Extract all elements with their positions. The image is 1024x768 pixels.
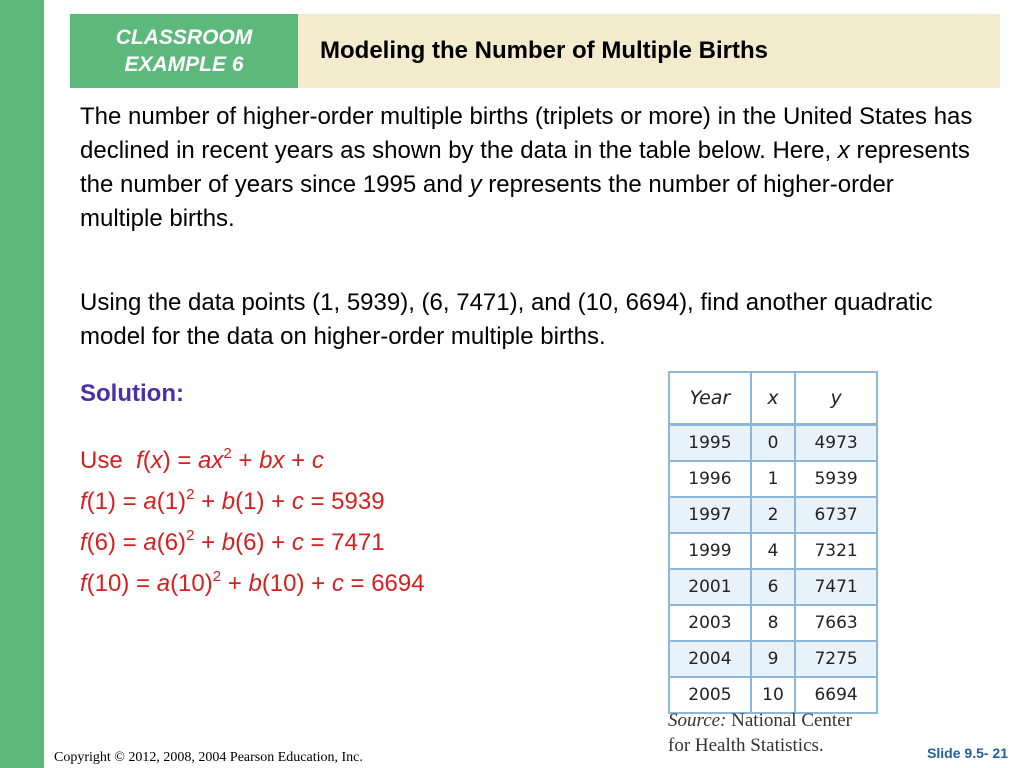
- eq-plus: +: [284, 447, 312, 474]
- cell-y: 4973: [795, 425, 877, 462]
- slide-number: Slide 9.5- 21: [927, 745, 1008, 761]
- eq-c: c: [311, 447, 324, 474]
- eq-arg: (1) +: [235, 488, 292, 515]
- eq-f: f: [80, 570, 87, 597]
- copyright-footer: Copyright © 2012, 2008, 2004 Pearson Education, Inc.: [54, 750, 363, 765]
- eq-arg: (6) +: [235, 529, 292, 556]
- intro-text-1: The number of higher-order multiple births (triplets or more) in the United States has declined in recent years as shown by the data in the table below. Here,: [80, 103, 973, 164]
- eq-arg: (6) =: [86, 529, 144, 556]
- eq-arg: (10) =: [86, 570, 157, 597]
- eq-x: x: [211, 447, 224, 474]
- eq-f: f: [80, 529, 87, 556]
- intro-var-x: x: [837, 137, 850, 164]
- cell-y: 7663: [795, 605, 877, 641]
- births-data-table: [668, 371, 878, 714]
- intro-text-2: represents the number of years since 1995 and: [80, 137, 970, 198]
- table-row: [669, 533, 877, 569]
- table-row: [669, 425, 877, 462]
- eq-c: c: [291, 488, 304, 515]
- cell-y: 7275: [795, 641, 877, 677]
- cell-year: 1996: [669, 461, 751, 497]
- equation-1: [80, 486, 385, 516]
- eq-c: c: [331, 570, 344, 597]
- eq-exponent: 2: [223, 445, 232, 462]
- table-header-row: [669, 372, 877, 425]
- use-word: Use: [80, 447, 123, 474]
- table-row: [669, 605, 877, 641]
- eq-exponent: 2: [186, 527, 195, 544]
- header-x: x: [751, 372, 795, 425]
- cell-year: 2005: [669, 677, 751, 713]
- eq-rhs: = 6694: [343, 570, 425, 597]
- cell-x: 0: [751, 425, 795, 462]
- badge-line-1: CLASSROOM: [115, 26, 253, 49]
- eq-x: x: [150, 447, 163, 474]
- eq-b: b: [248, 570, 262, 597]
- cell-x: 2: [751, 497, 795, 533]
- eq-a: a: [156, 570, 171, 597]
- cell-year: 2001: [669, 569, 751, 605]
- equation-3: [80, 568, 425, 598]
- eq-b: b: [221, 488, 236, 515]
- table-row: [669, 497, 877, 533]
- cell-x: 1: [751, 461, 795, 497]
- intro-paragraph: [80, 100, 980, 236]
- classroom-example-badge: [70, 14, 298, 88]
- eq-a: a: [143, 488, 157, 515]
- table-row: [669, 461, 877, 497]
- cell-y: 6694: [795, 677, 877, 713]
- eq-arg: (10): [170, 570, 213, 597]
- eq-plus: +: [194, 529, 222, 556]
- eq-plus: +: [194, 488, 222, 515]
- cell-year: 1999: [669, 533, 751, 569]
- cell-y: 6737: [795, 497, 877, 533]
- slide-title: Modeling the Number of Multiple Births: [320, 37, 768, 64]
- cell-x: 9: [751, 641, 795, 677]
- eq-f: f: [136, 447, 143, 474]
- cell-year: 1995: [669, 425, 751, 462]
- cell-x: 8: [751, 605, 795, 641]
- cell-x: 4: [751, 533, 795, 569]
- source-text-2: for Health Statistics.: [668, 735, 824, 756]
- cell-year: 1997: [669, 497, 751, 533]
- eq-a: a: [143, 529, 157, 556]
- eq-rhs: = 7471: [303, 529, 385, 556]
- eq-exponent: 2: [212, 568, 222, 585]
- source-label: Source:: [668, 710, 727, 731]
- eq-arg: (1) =: [86, 488, 144, 515]
- equation-use: [80, 445, 324, 475]
- title-bar: [298, 14, 1000, 88]
- question-paragraph: Using the data points (1, 5939), (6, 7471), and (10, 6694), find another quadratic model for the data on higher-order multiple births.: [80, 289, 933, 350]
- cell-year: 2004: [669, 641, 751, 677]
- eq-paren-equals: ) =: [162, 447, 199, 474]
- eq-x: x: [272, 447, 285, 474]
- eq-arg: (10) +: [261, 570, 332, 597]
- intro-var-y: y: [469, 171, 482, 198]
- eq-b: b: [259, 447, 273, 474]
- solution-label: Solution:: [80, 380, 184, 407]
- source-text-1: National Center: [726, 710, 852, 731]
- equation-2: [80, 527, 385, 557]
- eq-c: c: [291, 529, 304, 556]
- source-citation: [668, 708, 852, 758]
- table-row: [669, 569, 877, 605]
- table-row: [669, 641, 877, 677]
- badge-line-2: EXAMPLE 6: [124, 53, 244, 76]
- eq-arg: (1): [156, 488, 187, 515]
- eq-paren: (: [142, 447, 151, 474]
- eq-f: f: [80, 488, 87, 515]
- cell-x: 6: [751, 569, 795, 605]
- left-accent-bar: [0, 0, 44, 768]
- eq-exponent: 2: [186, 486, 195, 503]
- eq-b: b: [221, 529, 236, 556]
- eq-arg: (6): [156, 529, 187, 556]
- eq-a: a: [198, 447, 212, 474]
- header-year: Year: [669, 372, 751, 425]
- eq-rhs: = 5939: [303, 488, 385, 515]
- cell-x: 10: [751, 677, 795, 713]
- intro-text-3: represents the number of higher-order multiple births.: [80, 171, 894, 232]
- cell-y: 7321: [795, 533, 877, 569]
- cell-year: 2003: [669, 605, 751, 641]
- cell-y: 5939: [795, 461, 877, 497]
- eq-plus: +: [231, 447, 260, 474]
- header-y: y: [795, 372, 877, 425]
- cell-y: 7471: [795, 569, 877, 605]
- eq-plus: +: [221, 570, 249, 597]
